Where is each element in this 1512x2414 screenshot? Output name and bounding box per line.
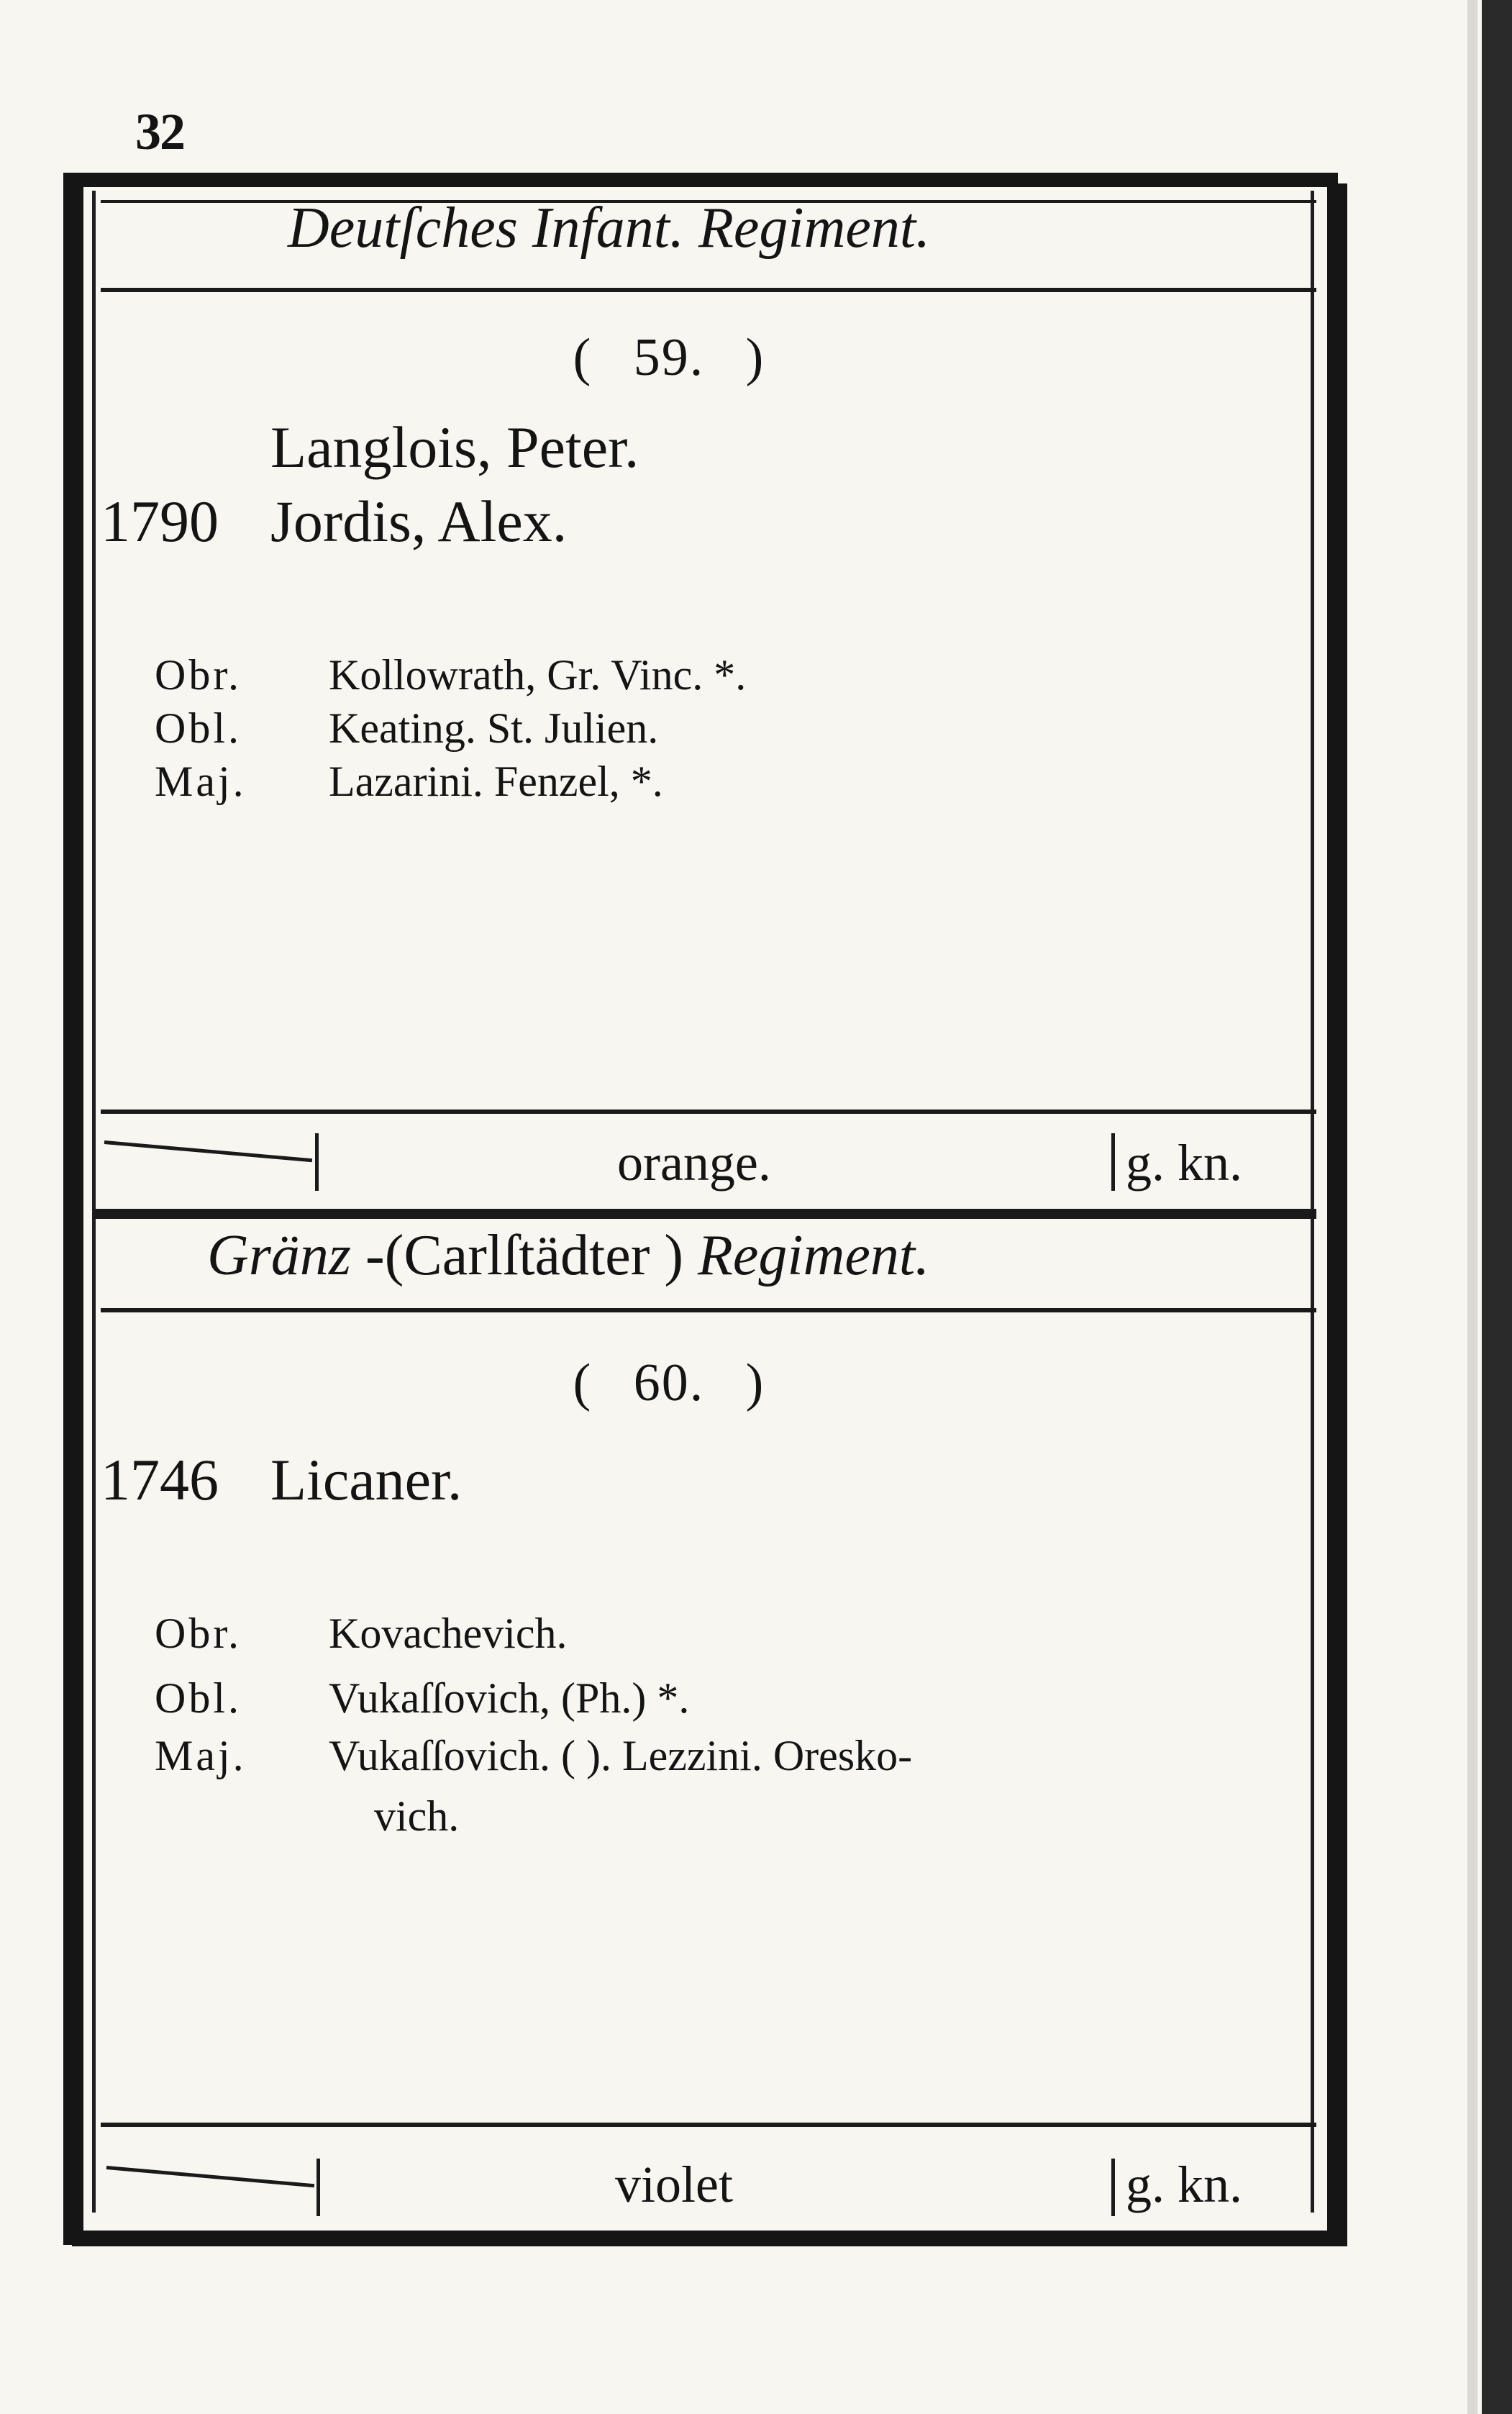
regiment-number-value: 59. [633, 328, 705, 387]
inner-frame-right [1311, 191, 1314, 2213]
divider-tick [1111, 1133, 1115, 1191]
regiment-title-part: -(Carlſtädter ) [365, 1224, 684, 1287]
page-edge-shadow [1467, 0, 1477, 2414]
divider-tick [1111, 2159, 1115, 2216]
inner-frame-left [92, 191, 96, 2213]
officer-names: Kollowrath, Gr. Vinc. *. [329, 651, 747, 699]
owner-year: 1746 [101, 1447, 219, 1512]
regiment-title-text: Deutſches Infant. Regiment. [288, 196, 931, 260]
facing-color: violet [615, 2156, 733, 2213]
regiment-title-part: Regiment. [698, 1224, 930, 1287]
button-color: g. kn. [1126, 1134, 1242, 1192]
frame-bottom [72, 2231, 1347, 2246]
officer-names: Vukaſſovich. ( ). Lezzini. Oresko- [329, 1732, 913, 1779]
officer-names: Vukaſſovich, (Ph.) *. [329, 1674, 690, 1722]
officer-names: Keating. St. Julien. [329, 704, 659, 752]
page-number: 32 [135, 103, 184, 160]
owner-name: Jordis, Alex. [270, 489, 568, 554]
officer-rank: Obl. [155, 704, 242, 752]
section-divider [94, 1209, 1316, 1219]
regiment-number [554, 1353, 784, 1414]
owner-name: Licaner. [270, 1447, 463, 1512]
paren-close: ) [745, 1353, 765, 1412]
paren-open: ( [573, 328, 593, 387]
officer-row [155, 1734, 912, 1777]
regiment-title-part: Gränz [207, 1224, 352, 1287]
facing-color: orange. [617, 1134, 771, 1192]
paren-close: ) [745, 328, 765, 387]
officer-row [155, 704, 659, 752]
officer-rank: Obr. [155, 1610, 242, 1657]
owner-row [101, 1446, 462, 1514]
officer-continuation: vich. [374, 1792, 460, 1840]
button-color: g. kn. [1126, 2156, 1242, 2213]
officer-names: Kovachevich. [329, 1610, 568, 1657]
regiment-title [288, 196, 930, 261]
blank-mark [104, 1140, 312, 1162]
blank-mark [106, 2166, 314, 2187]
frame-right [1327, 183, 1347, 2245]
header-rule-bottom [101, 288, 1316, 292]
header-rule-bottom [101, 1308, 1316, 1312]
regiment-title [207, 1223, 929, 1289]
owner-year: 1790 [101, 489, 219, 554]
divider-tick [316, 2159, 320, 2216]
officer-rank: Obr. [155, 651, 242, 699]
regiment-number-value: 60. [633, 1353, 705, 1412]
owner-row [101, 488, 567, 555]
regiment-number [554, 327, 784, 389]
frame-top [83, 173, 1338, 187]
divider-tick [315, 1133, 319, 1191]
frame-left [63, 173, 83, 2245]
officer-row [155, 651, 747, 699]
paren-open: ( [573, 1353, 593, 1412]
officer-rank: Maj. [155, 1732, 247, 1779]
officer-row [155, 1612, 568, 1655]
officer-rank: Maj. [155, 758, 247, 805]
owner-name: Langlois, Peter. [270, 414, 639, 480]
page-edge [1482, 0, 1512, 2414]
officer-rank: Obl. [155, 1674, 242, 1722]
uniform-rule-top [101, 2123, 1316, 2127]
officer-row [155, 1676, 689, 1720]
uniform-rule-top [101, 1110, 1316, 1114]
officer-row [155, 760, 663, 803]
owner-row [101, 414, 639, 481]
officer-names: Lazarini. Fenzel, *. [329, 758, 663, 805]
